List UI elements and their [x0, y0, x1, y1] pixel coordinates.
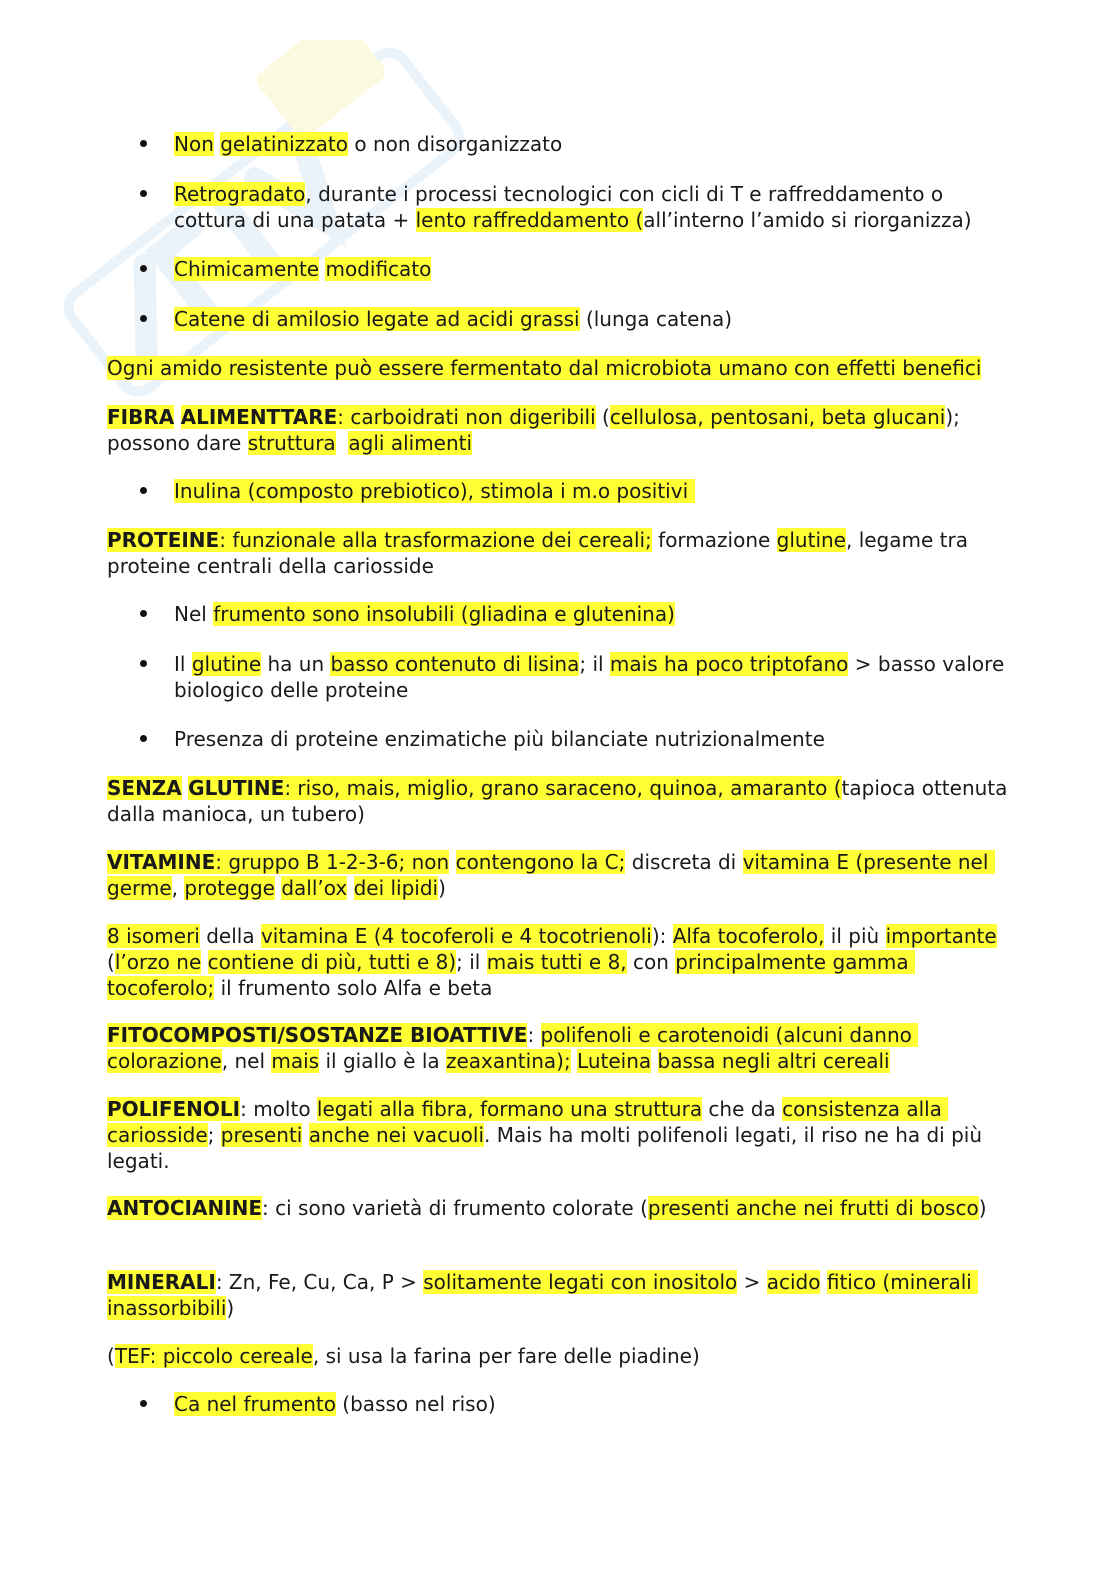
highlighted-text: basso contenuto di lisina [330, 652, 580, 676]
bold-heading: POLIFENOLI [107, 1097, 241, 1121]
highlighted-text: : riso, mais, miglio, grano saraceno, quinoa, amaranto ( [284, 776, 842, 800]
text-run: della [199, 924, 261, 948]
text-run [651, 1049, 657, 1073]
highlighted-text: contengono la C; [455, 850, 626, 874]
bullet-item [174, 181, 1014, 233]
highlighted-text: : funzionale alla trasformazione dei cereali; [219, 528, 652, 552]
text-run: : Zn, Fe, Cu, Ca, P > [215, 1270, 424, 1294]
text-run: che da [702, 1097, 783, 1121]
highlighted-text: Ogni amido resistente può essere fermentato dal microbiota umano con effetti benefici [107, 356, 982, 380]
paragraph [107, 923, 1012, 1001]
text-run: . Mais ha molti polifenoli legati, il riso ne ha di più legati. [107, 1123, 989, 1173]
highlighted-text: principalmente gamma tocoferolo; [107, 950, 915, 1000]
bullet-item [174, 131, 1014, 157]
text-run: > [737, 1270, 767, 1294]
text-run: Presenza di proteine enzimatiche più bilanciate nutrizionalmente [174, 727, 825, 751]
highlight [107, 405, 174, 429]
text-run: , durante i processi tecnologici con cicli di T e raffreddamento o cottura di una patata + [174, 182, 950, 232]
bullet-dot-icon [140, 610, 147, 617]
highlighted-text: struttura [247, 431, 336, 455]
text-run: Nel [174, 602, 214, 626]
highlighted-text: polifenoli e carotenoidi (alcuni danno colorazione [107, 1023, 919, 1073]
text-run: : ci sono varietà di frumento colorate ( [262, 1196, 648, 1220]
highlighted-text: dall’ox [281, 876, 348, 900]
text-run [449, 850, 455, 874]
highlighted-text: 8 isomeri [107, 924, 200, 948]
text-run: ): [651, 924, 673, 948]
bullet-dot-icon [140, 1400, 147, 1407]
highlighted-text: Chimicamente [174, 257, 320, 281]
text-run: ( [107, 1344, 115, 1368]
highlighted-text: mais [271, 1049, 320, 1073]
paragraph [107, 775, 1012, 827]
highlighted-text: Catene di amilosio legate ad acidi grassi [174, 307, 580, 331]
bullet-dot-icon [140, 315, 147, 322]
highlighted-text: acido [766, 1270, 821, 1294]
bullet-item [174, 601, 1014, 627]
highlighted-text: importante [885, 924, 997, 948]
highlighted-text: Alfa tocoferolo, [672, 924, 825, 948]
text-run: formazione [651, 528, 777, 552]
highlight [107, 1196, 262, 1220]
highlighted-text: bassa negli altri cereali [657, 1049, 890, 1073]
bullet-item [174, 1391, 1014, 1417]
highlighted-text: modificato [325, 257, 432, 281]
highlight [107, 850, 215, 874]
text-run: , nel [221, 1049, 272, 1073]
text-run: : molto [240, 1097, 317, 1121]
text-run: ( [107, 924, 1004, 974]
highlighted-text: Retrogradato [174, 182, 306, 206]
paragraph [107, 355, 1012, 381]
highlight [107, 528, 219, 552]
highlighted-text: mais ha poco triptofano [609, 652, 849, 676]
bullet-dot-icon [140, 190, 147, 197]
text-run: , legame tra proteine centrali della cariosside [107, 528, 975, 578]
bold-heading: FITOCOMPOSTI/SOSTANZE BIOATTIVE [107, 1023, 528, 1047]
highlighted-text: glutine [191, 652, 262, 676]
highlight [181, 405, 338, 429]
text-run: tapioca ottenuta dalla manioca, un tubero) [107, 776, 1014, 826]
bold-heading: FIBRA [107, 405, 175, 429]
paragraph [107, 1022, 1012, 1074]
text-run [820, 1270, 826, 1294]
text-run: ; il [579, 652, 610, 676]
text-run: Il [174, 652, 192, 676]
bullet-item [174, 306, 1014, 332]
highlighted-text: mais tutti e 8, [486, 950, 627, 974]
highlighted-text: lento raffreddamento ( [415, 208, 644, 232]
highlighted-text: presenti [220, 1123, 303, 1147]
bullet-item [174, 478, 1014, 504]
text-run: discreta di [625, 850, 743, 874]
text-run: ); possono dare [107, 405, 967, 455]
text-run [302, 1123, 308, 1147]
highlighted-text: TEF: piccolo cereale [114, 1344, 313, 1368]
highlight [107, 1097, 240, 1121]
highlighted-text: : carboidrati non digeribili [337, 405, 596, 429]
text-run: con [626, 950, 676, 974]
highlighted-text: presenti anche nei frutti di bosco [647, 1196, 979, 1220]
bullet-dot-icon [140, 735, 147, 742]
text-run [336, 431, 349, 455]
paragraph [107, 1195, 1012, 1221]
highlighted-text: gelatinizzato [220, 132, 349, 156]
text-run [201, 950, 207, 974]
text-run: il frumento solo Alfa e beta [214, 976, 493, 1000]
highlighted-text: Ca nel frumento [174, 1392, 336, 1416]
highlighted-text: zeaxantina); [445, 1049, 571, 1073]
highlighted-text: consistenza alla cariosside [107, 1097, 949, 1147]
text-run: ; [207, 1123, 221, 1147]
text-run: (basso nel riso) [335, 1392, 496, 1416]
bold-heading: ANTOCIANINE [107, 1196, 263, 1220]
bold-heading: VITAMINE [107, 850, 216, 874]
text-run [347, 876, 353, 900]
highlighted-text: solitamente legati con inositolo [423, 1270, 738, 1294]
bullet-item [174, 726, 1014, 752]
text-run: , [171, 876, 185, 900]
bold-heading: MINERALI [107, 1270, 216, 1294]
highlighted-text: agli alimenti [348, 431, 473, 455]
text-run: (lunga catena) [579, 307, 733, 331]
paragraph [107, 404, 1012, 456]
bullet-item [174, 651, 1014, 703]
highlighted-text: vitamina E (presente nel germe [107, 850, 995, 900]
highlight [107, 1270, 216, 1294]
paragraph [107, 527, 1012, 579]
bullet-dot-icon [140, 140, 147, 147]
highlighted-text: : gruppo B 1-2-3-6; non [215, 850, 450, 874]
highlight [107, 776, 182, 800]
paragraph [107, 849, 1012, 901]
highlighted-text: contiene di più, tutti e 8) [207, 950, 457, 974]
paragraph [107, 1269, 1012, 1321]
bullet-dot-icon [140, 265, 147, 272]
highlighted-text: Non [174, 132, 214, 156]
highlighted-text: Inulina (composto prebiotico), stimola i m.o positivi [174, 479, 695, 503]
text-run: , si usa la farina per fare delle piadine) [312, 1344, 700, 1368]
bullet-dot-icon [140, 487, 147, 494]
highlighted-text: vitamina E (4 tocoferoli e 4 tocotrienoli [260, 924, 652, 948]
paragraph [107, 1343, 1012, 1369]
text-run: ; il [456, 950, 487, 974]
bold-heading: SENZA [107, 776, 182, 800]
highlighted-text: cellulosa, pentosani, beta glucani [609, 405, 946, 429]
highlighted-text: Luteina [577, 1049, 652, 1073]
highlighted-text: glutine [776, 528, 846, 552]
highlighted-text: frumento sono insolubili (gliadina e glutenina) [213, 602, 675, 626]
text-run: all’interno l’amido si riorganizza) [643, 208, 972, 232]
highlighted-text: anche nei vacuoli [308, 1123, 485, 1147]
text-run: o non disorganizzato [348, 132, 563, 156]
text-run: ) [978, 1196, 987, 1220]
highlighted-text: dei lipidi [353, 876, 439, 900]
text-run: ) [438, 876, 446, 900]
bullet-item [174, 256, 1014, 282]
text-run: ha un [261, 652, 331, 676]
highlight [107, 1023, 527, 1047]
highlighted-text: fitico (minerali inassorbibili [107, 1270, 979, 1320]
text-run: ) [226, 1296, 235, 1320]
bold-heading: GLUTINE [188, 776, 285, 800]
text-run: > basso valore biologico delle proteine [174, 652, 1011, 702]
text-run: ( [595, 405, 610, 429]
highlighted-text: protegge [184, 876, 275, 900]
paragraph [107, 1096, 1012, 1174]
bullet-dot-icon [140, 660, 147, 667]
text-run: il più [824, 924, 886, 948]
text-run: il giallo è la [319, 1049, 446, 1073]
highlighted-text: l’orzo ne [114, 950, 202, 974]
bold-heading: ALIMENTTARE [180, 405, 338, 429]
highlight [188, 776, 284, 800]
highlighted-text: legati alla fibra, formano una struttura [316, 1097, 703, 1121]
text-run: : [527, 1023, 541, 1047]
bold-heading: PROTEINE [107, 528, 220, 552]
